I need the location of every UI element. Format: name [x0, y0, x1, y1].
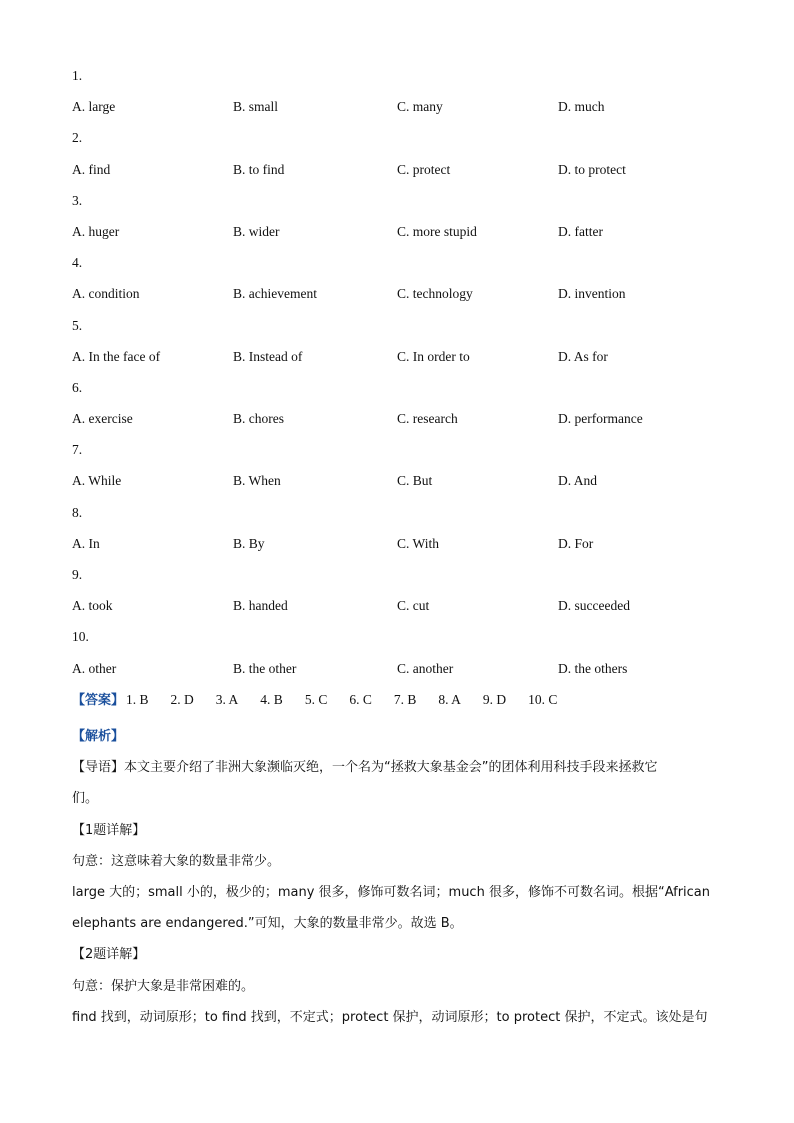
q2-meaning — [72, 971, 732, 1002]
option-a: A. condition — [72, 286, 140, 302]
q2-explain-1-text: find 找到，动词原形；to find 找到，不定式；protect 保护，动词原形；to protect 保护，不定式。该处是句 — [72, 1009, 708, 1025]
q1-meaning — [72, 846, 732, 877]
option-row — [72, 659, 732, 690]
intro-line-cont — [72, 783, 732, 814]
analysis-row — [72, 721, 732, 752]
option-b: B. chores — [233, 411, 284, 427]
answer-item: 10. C — [528, 691, 558, 707]
question-number: 6. — [72, 379, 83, 395]
option-b: B. When — [233, 473, 281, 489]
answer-item: 6. C — [349, 691, 372, 707]
option-d: D. the others — [558, 660, 628, 676]
answer-row — [72, 690, 732, 721]
analysis-label: 【解析】 — [72, 728, 125, 744]
answer-item: 4. B — [260, 691, 283, 707]
option-c: C. technology — [397, 286, 473, 302]
q1-explain-2-text: elephants are endangered.”可知，大象的数量非常少。故选 B。 — [72, 916, 463, 932]
question-number: 8. — [72, 504, 83, 520]
q1-explain-1-text: large 大的；small 小的，极少的；many 很多，修饰可数名词；much 很多，修饰不可数名词。根据“African — [72, 884, 711, 900]
answer-item: 5. C — [304, 691, 328, 707]
question-number: 2. — [72, 130, 83, 146]
option-a: A. find — [72, 161, 111, 177]
option-row — [72, 222, 732, 253]
answer-item: 1. B — [126, 691, 149, 707]
option-d: D. For — [558, 535, 594, 551]
option-c: C. cut — [397, 598, 430, 614]
option-row — [72, 160, 732, 191]
option-d: D. And — [558, 473, 598, 489]
q2-explain-1 — [72, 1002, 732, 1033]
option-b: B. small — [233, 99, 279, 115]
question-number: 7. — [72, 442, 83, 458]
option-d: D. much — [558, 99, 605, 115]
intro-label: 【导语】 — [72, 760, 125, 776]
option-c: C. many — [397, 99, 443, 115]
option-d: D. performance — [558, 411, 643, 427]
option-c: C. With — [397, 535, 439, 551]
option-row — [72, 596, 732, 627]
option-a: A. other — [72, 660, 117, 676]
option-a: A. took — [72, 598, 113, 614]
question-number: 10. — [72, 629, 89, 645]
question-number: 5. — [72, 317, 83, 333]
question-number: 4. — [72, 255, 83, 271]
option-a: A. In — [72, 535, 100, 551]
option-d: D. fatter — [558, 223, 603, 239]
option-row — [72, 284, 732, 315]
option-c: C. In order to — [397, 348, 470, 364]
option-row — [72, 471, 732, 502]
option-row — [72, 347, 732, 378]
option-d: D. to protect — [558, 161, 626, 177]
option-c: C. research — [397, 411, 458, 427]
option-a: A. large — [72, 99, 116, 115]
option-c: C. more stupid — [397, 223, 477, 239]
answer-item: 8. A — [438, 691, 461, 707]
answer-item: 7. B — [393, 691, 417, 707]
option-row — [72, 534, 732, 565]
option-a: A. While — [72, 473, 122, 489]
option-b: B. wider — [233, 223, 280, 239]
answer-item: 9. D — [482, 691, 507, 707]
option-c: C. protect — [397, 161, 451, 177]
option-d: D. invention — [558, 286, 626, 302]
intro-line — [72, 752, 732, 783]
option-b: B. achievement — [233, 286, 317, 302]
option-a: A. In the face of — [72, 348, 161, 364]
option-b: B. Instead of — [233, 348, 303, 364]
option-b: B. the other — [233, 660, 297, 676]
option-row — [72, 97, 732, 128]
question-list — [72, 66, 732, 690]
q2-heading-text: 【2题详解】 — [72, 947, 146, 963]
q2-detail-heading — [72, 939, 732, 970]
question-number: 3. — [72, 192, 83, 208]
q1-heading-text: 【1题详解】 — [72, 822, 146, 838]
option-c: C. another — [397, 660, 454, 676]
intro-text-cont: 们。 — [72, 791, 99, 807]
q1-meaning-text: 句意：这意味着大象的数量非常少。 — [72, 853, 281, 869]
q1-explain-1 — [72, 877, 732, 908]
option-d: D. succeeded — [558, 598, 630, 614]
option-a: A. exercise — [72, 411, 133, 427]
option-b: B. to find — [233, 161, 285, 177]
option-a: A. huger — [72, 223, 120, 239]
question-number: 1. — [72, 68, 83, 83]
q2-meaning-text: 句意：保护大象是非常困难的。 — [72, 978, 255, 994]
question-number: 9. — [72, 567, 83, 582]
intro-text: 本文主要介绍了非洲大象濒临灭绝，一个名为“拯救大象基金会”的团体利用科技手段来拯救它 — [124, 760, 658, 776]
option-c: C. But — [397, 473, 433, 489]
option-b: B. handed — [233, 598, 288, 614]
option-b: B. By — [233, 535, 265, 551]
answer-item: 2. D — [170, 691, 194, 707]
answer-item: 3. A — [215, 691, 239, 707]
document-page — [72, 66, 732, 1033]
answer-label: 【答案】 — [72, 692, 125, 708]
q1-detail-heading — [72, 815, 732, 846]
q1-explain-2 — [72, 908, 732, 939]
option-d: D. As for — [558, 348, 608, 364]
answer-items — [124, 692, 579, 707]
option-row — [72, 409, 732, 440]
